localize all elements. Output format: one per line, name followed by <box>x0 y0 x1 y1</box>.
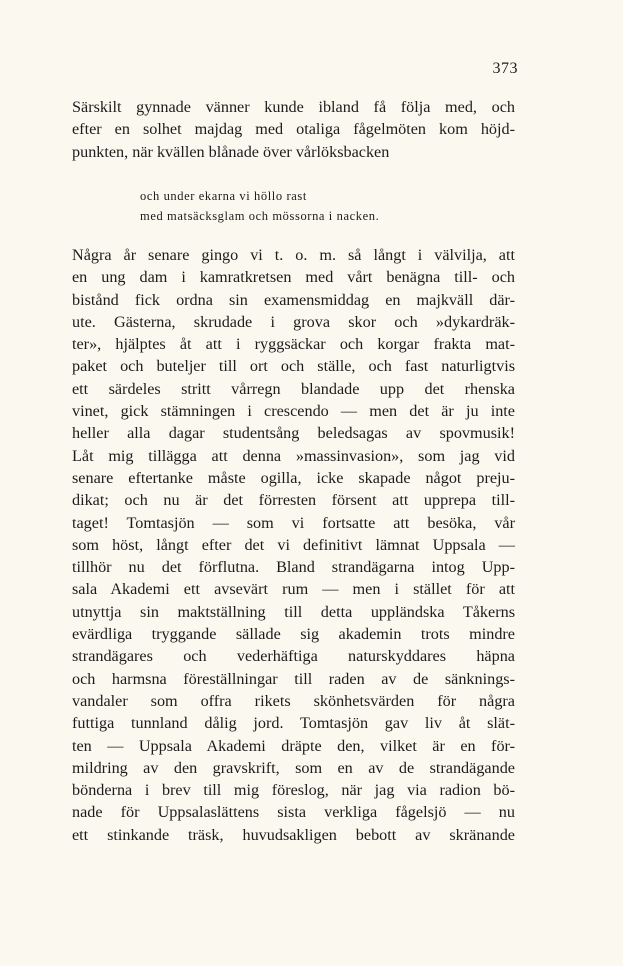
text-line: en ung dam i kamratkretsen med vårt benägna till- och <box>72 268 515 287</box>
text-line: vinet, gick stämningen i crescendo — men det är ju inte <box>72 402 515 421</box>
text-line: ter», hjälptes åt att i ryggsäckar och korgar frakta mat- <box>72 335 515 354</box>
text-line: bistånd fick ordna sin examensmiddag en majkväll där- <box>72 290 515 309</box>
text-line: bönderna i brev till mig föreslog, när jag via radion bö- <box>72 781 515 800</box>
text-line: vandaler som offra rikets skönhetsvärden för några <box>72 691 515 710</box>
text-line: taget! Tomtasjön — som vi fortsatte att besöka, vår <box>72 513 515 532</box>
text-line: punkten, när kvällen blånade över vårlöksbacken <box>72 142 390 161</box>
text-line: dikat; och nu är det förresten försent att upprepa till- <box>72 491 515 510</box>
text-line: Några år senare gingo vi t. o. m. så långt i välvilja, att <box>72 246 515 264</box>
text-line: utnyttja sin maktställning till detta uppländska Tåkerns <box>72 602 515 621</box>
quote-line: och under ekarna vi höllo rast <box>140 189 307 203</box>
text-line: Särskilt gynnade vänner kunde ibland få följa med, och <box>72 98 515 116</box>
text-line: ute. Gästerna, skrudade i grova skor och »dykardräk- <box>72 312 515 331</box>
text-line: ten — Uppsala Akademi dräpte den, vilket är en för- <box>72 736 515 755</box>
body-paragraph <box>72 244 515 846</box>
text-line: tillhör nu det förflutna. Bland strandägarna intog Upp- <box>72 558 515 577</box>
text-line: paket och buteljer till ort och ställe, och fast naturligtvis <box>72 357 515 376</box>
text-line: futtiga tunnland dålig jord. Tomtasjön gav liv åt slät- <box>72 714 515 733</box>
text-line: Låt mig tillägga att denna »massinvasion», som jag vid <box>72 446 515 465</box>
text-line: nade för Uppsalaslättens sista verkliga fågelsjö — nu <box>72 803 515 822</box>
quote-line: med matsäcksglam och mössorna i nacken. <box>140 209 380 223</box>
text-line: ett stinkande träsk, huvudsakligen bebott av skränande <box>72 825 515 844</box>
text-line: senare eftertanke måste ogilla, icke skapade något preju- <box>72 468 515 487</box>
page-number: 373 <box>492 60 518 77</box>
intro-paragraph <box>72 96 515 163</box>
verse-quote <box>140 186 460 226</box>
text-line: och harmsna föreställningar till raden av de sänknings- <box>72 669 515 688</box>
text-line: mildring av den gravskrift, som en av de strandägande <box>72 758 515 777</box>
text-line: evärdliga tryggande sällade sig akademin trots mindre <box>72 625 515 644</box>
text-line: heller alla dagar studentsång beledsagas av spovmusik! <box>72 424 515 443</box>
text-line: strandägares och vederhäftiga naturskyddares häpna <box>72 647 515 666</box>
text-line: ett särdeles stritt vårregn blandade upp det rhenska <box>72 379 515 398</box>
text-line: som höst, långt efter det vi definitivt lämnat Uppsala — <box>72 535 515 554</box>
text-line: sala Akademi ett avsevärt rum — men i stället för att <box>72 580 515 599</box>
text-line: efter en solhet majdag med otaliga fågelmöten kom höjd- <box>72 120 515 139</box>
